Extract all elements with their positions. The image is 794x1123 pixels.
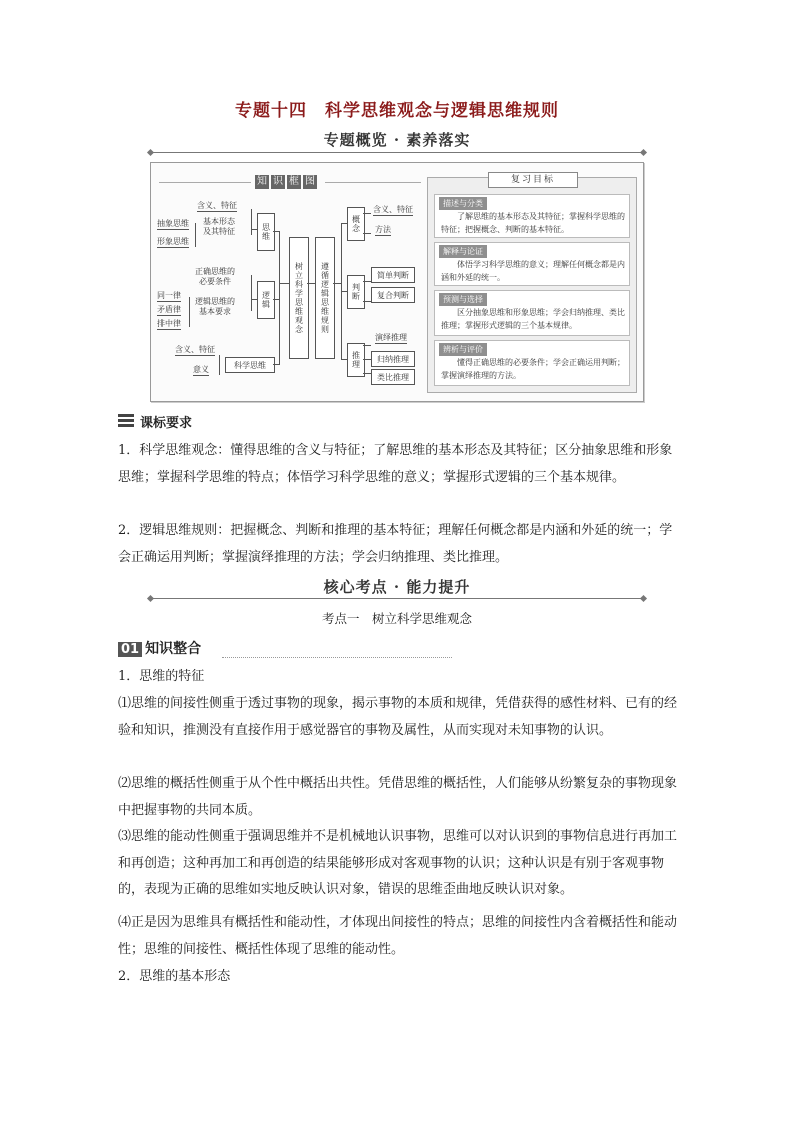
node-inductive: 归纳推理 xyxy=(371,351,415,367)
divider xyxy=(150,152,644,153)
content-paragraph-1: ⑴思维的间接性侧重于透过事物的现象，揭示事物的本质和规律，凭借获得的感性材料、已有的经验和知识，推测没有直接作用于感觉器官的事物及属性，从而实现对未知事物的认识。 xyxy=(118,696,678,738)
connector xyxy=(273,231,279,232)
node-thinking: 思维 xyxy=(257,213,275,251)
node-establish-scientific-thinking: 树立科学思维观念 xyxy=(289,237,309,359)
node-reasoning: 推理 xyxy=(347,343,365,377)
overview-heading: 专题概览 · 素养落实 xyxy=(323,131,471,149)
goal-tag: 辨析与评价 xyxy=(439,343,487,356)
node-sci-hanyi: 含义、特征 xyxy=(175,345,215,354)
node-basic-forms: 基本形态 及其特征 xyxy=(203,217,235,236)
connector xyxy=(279,231,280,365)
goal-card xyxy=(434,194,630,238)
overview-panel xyxy=(150,162,644,402)
connector xyxy=(251,229,257,230)
connector xyxy=(363,213,371,214)
connector xyxy=(307,283,315,284)
connector xyxy=(219,355,220,375)
connector xyxy=(333,283,341,284)
tag-char: 图 xyxy=(305,176,315,187)
connector xyxy=(195,223,196,247)
node-analogical: 类比推理 xyxy=(371,369,415,385)
connector xyxy=(279,283,289,284)
node-excluded-middle-law: 排中律 xyxy=(157,319,181,328)
goal-card xyxy=(434,242,630,286)
goal-tag: 预测与选择 xyxy=(439,293,487,306)
connector xyxy=(363,345,371,346)
divider xyxy=(159,182,251,183)
content-paragraph-2: ⑵思维的概括性侧重于从个性中概括出共性。凭借思维的概括性，人们能够从纷繁复杂的事物现象中把握事物的共同本质。 xyxy=(118,776,678,818)
connector xyxy=(273,364,279,365)
node-concept: 概念 xyxy=(347,207,365,241)
connector xyxy=(189,297,190,327)
content-paragraph-4: ⑷正是因为思维具有概括性和能动性，才体现出间接性的特点；思维的间接性内含着概括性和能动性；思维的间接性、概括性体现了思维的能动性。 xyxy=(118,915,678,957)
node-concept-hanyi: 含义、特征 xyxy=(373,205,413,214)
node-identity-law: 同一律 xyxy=(157,291,181,300)
goal-tag: 描述与分类 xyxy=(439,197,487,210)
list-icon xyxy=(118,414,134,428)
section-heading xyxy=(118,638,201,658)
connector xyxy=(363,359,371,360)
requirement-2: 2．逻辑思维规则：把握概念、判断和推理的基本特征；理解任何概念都是内涵和外延的统一；学会正确运用判断；掌握演绎推理的方法；学会归纳推理、类比推理。 xyxy=(118,523,673,565)
goal-text: 了解思维的基本形态及其特征；掌握科学思维的特征；把握概念、判断的基本特征。 xyxy=(441,212,625,234)
connector xyxy=(363,301,371,302)
review-goals-panel xyxy=(427,177,637,393)
core-heading: 核心考点 · 能力提升 xyxy=(323,578,471,596)
node-necessary-conditions: 正确思维的 必要条件 xyxy=(195,267,235,286)
connector xyxy=(363,373,371,374)
node-follow-logic-rules-label: 遵循逻辑思维规则 xyxy=(320,262,330,334)
goal-text: 懂得正确思维的必要条件；学会正确运用判断；掌握演绎推理的方法。 xyxy=(441,358,625,380)
node-deductive: 演绎推理 xyxy=(375,333,407,342)
node-concept-method: 方法 xyxy=(375,225,391,234)
goal-text: 体悟学习科学思维的意义；理解任何概念都是内涵和外延的统一。 xyxy=(441,260,625,282)
node-scientific-thinking: 科学思维 xyxy=(225,357,275,373)
node-significance: 意义 xyxy=(193,365,209,374)
divider xyxy=(325,182,421,183)
tag-char: 识 xyxy=(273,176,283,187)
page-title: 专题十四 科学思维观念与逻辑思维规则 xyxy=(235,101,559,121)
node-abstract-thinking: 抽象思维 xyxy=(157,219,189,228)
node-compound-judgment: 复合判断 xyxy=(371,287,415,303)
content-paragraph-3: ⑶思维的能动性侧重于强调思维并不是机械地认识事物，思维可以对认识到的事物信息进行再加工和再创造；这种再加工和再创造的结果能够形成对客观事物的认识；这种认识是有别于客观事物的，表现为正确的思维如实地反映认识对象，错误的思维歪曲地反映认识对象。 xyxy=(118,829,678,897)
node-follow-logic-rules xyxy=(315,237,335,359)
node-judgment: 判断 xyxy=(347,275,365,309)
node-basic-requirements: 逻辑思维的 基本要求 xyxy=(195,297,235,316)
goal-tag: 解释与论证 xyxy=(439,245,487,258)
goal-card xyxy=(434,340,630,386)
tag-char: 知 xyxy=(257,176,267,187)
node-contradiction-law: 矛盾律 xyxy=(157,305,181,314)
requirement-1: 1．科学思维观念：懂得思维的含义与特征；了解思维的基本形态及其特征；区分抽象思维和形象思维；掌握科学思维的特点；体悟学习科学思维的意义；掌握形式逻辑的三个基本规律。 xyxy=(118,443,673,485)
connector xyxy=(251,275,252,311)
requirements-heading: 课标要求 xyxy=(140,416,193,431)
node-logic: 逻辑 xyxy=(257,281,275,319)
connector xyxy=(251,299,257,300)
connector xyxy=(363,233,371,234)
divider xyxy=(222,657,452,658)
kaodian-title: 考点一 树立科学思维观念 xyxy=(321,611,472,626)
node-image-thinking: 形象思维 xyxy=(157,237,189,246)
section-label: 知识整合 xyxy=(145,641,202,657)
section-number: 01 xyxy=(118,642,142,657)
goal-card xyxy=(434,290,630,336)
node-simple-judgment: 简单判断 xyxy=(371,267,415,283)
divider xyxy=(150,598,644,599)
tag-char: 框 xyxy=(289,176,299,187)
node-hanyi-tezheng: 含义、特征 xyxy=(197,201,237,210)
content-heading-1: 1．思维的特征 xyxy=(118,669,205,684)
review-goals-tag: 复习目标 xyxy=(488,172,578,188)
goal-text: 区分抽象思维和形象思维；学会归纳推理、类比推理；掌握形式逻辑的三个基本规律。 xyxy=(441,308,625,330)
connector xyxy=(363,281,371,282)
knowledge-frame-tag xyxy=(255,175,319,189)
content-heading-2: 2．思维的基本形态 xyxy=(118,969,231,984)
connector xyxy=(251,209,252,235)
connector xyxy=(273,299,279,300)
